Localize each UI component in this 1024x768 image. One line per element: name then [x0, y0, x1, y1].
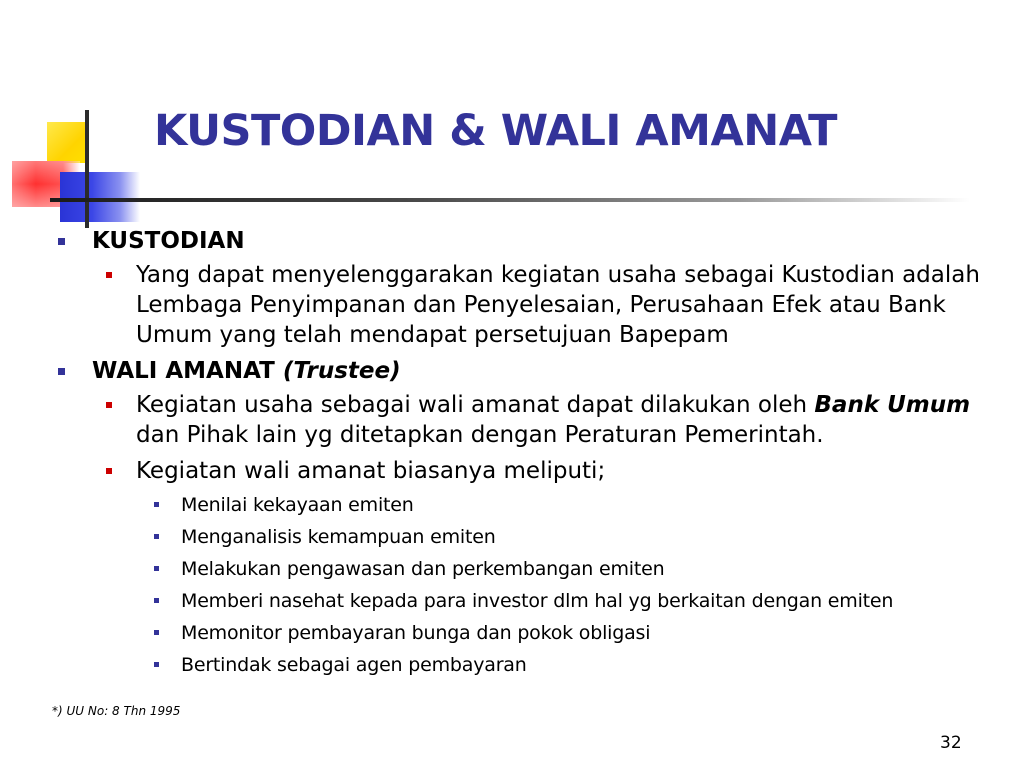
page-number: 32	[940, 733, 962, 753]
square-bullet-icon	[154, 662, 159, 667]
decorative-logo	[0, 0, 150, 240]
square-bullet-icon	[58, 368, 65, 375]
square-bullet-icon	[154, 502, 159, 507]
square-bullet-icon	[154, 534, 159, 539]
list-item: Kegiatan wali amanat biasanya meliputi;	[52, 456, 1002, 486]
square-bullet-icon	[154, 566, 159, 571]
square-bullet-icon	[154, 598, 159, 603]
square-bullet-icon	[58, 238, 65, 245]
square-bullet-icon	[154, 630, 159, 635]
title-underline	[50, 198, 970, 202]
slide-title: KUSTODIAN & WALI AMANAT	[154, 106, 837, 156]
section-heading-kustodian: KUSTODIAN	[52, 226, 1002, 256]
vertical-rule	[85, 110, 89, 228]
sub-list-item: Menganalisis kemampuan emiten	[52, 524, 1002, 550]
slide-body	[52, 226, 1002, 684]
square-bullet-icon	[106, 468, 112, 474]
sub-list-item: Menilai kekayaan emiten	[52, 492, 1002, 518]
yellow-square-decoration	[47, 122, 88, 163]
sub-list-item: Memonitor pembayaran bunga dan pokok obligasi	[52, 620, 1002, 646]
heading-italic-note: (Trustee)	[282, 358, 401, 384]
footnote: *) UU No: 8 Thn 1995	[52, 704, 181, 718]
emphasis-text: Bank Umum	[814, 392, 971, 418]
square-bullet-icon	[106, 272, 112, 278]
blue-square-decoration	[60, 172, 140, 222]
sub-list-item: Melakukan pengawasan dan perkembangan emiten	[52, 556, 1002, 582]
list-item: Kegiatan usaha sebagai wali amanat dapat dilakukan oleh Bank Umum dan Pihak lain yg ditetapkan dengan Peraturan Pemerintah.	[52, 390, 1002, 450]
section-heading-wali-amanat: WALI AMANAT (Trustee)	[52, 356, 1002, 386]
sub-list-item: Bertindak sebagai agen pembayaran	[52, 652, 1002, 678]
sub-list-item: Memberi nasehat kepada para investor dlm hal yg berkaitan dengan emiten	[52, 588, 1002, 614]
square-bullet-icon	[106, 402, 112, 408]
list-item: Yang dapat menyelenggarakan kegiatan usaha sebagai Kustodian adalah Lembaga Penyimpanan dan Penyelesaian, Perusahaan Efek atau Bank Umum yang telah mendapat persetujuan Bapepam	[52, 260, 1002, 350]
